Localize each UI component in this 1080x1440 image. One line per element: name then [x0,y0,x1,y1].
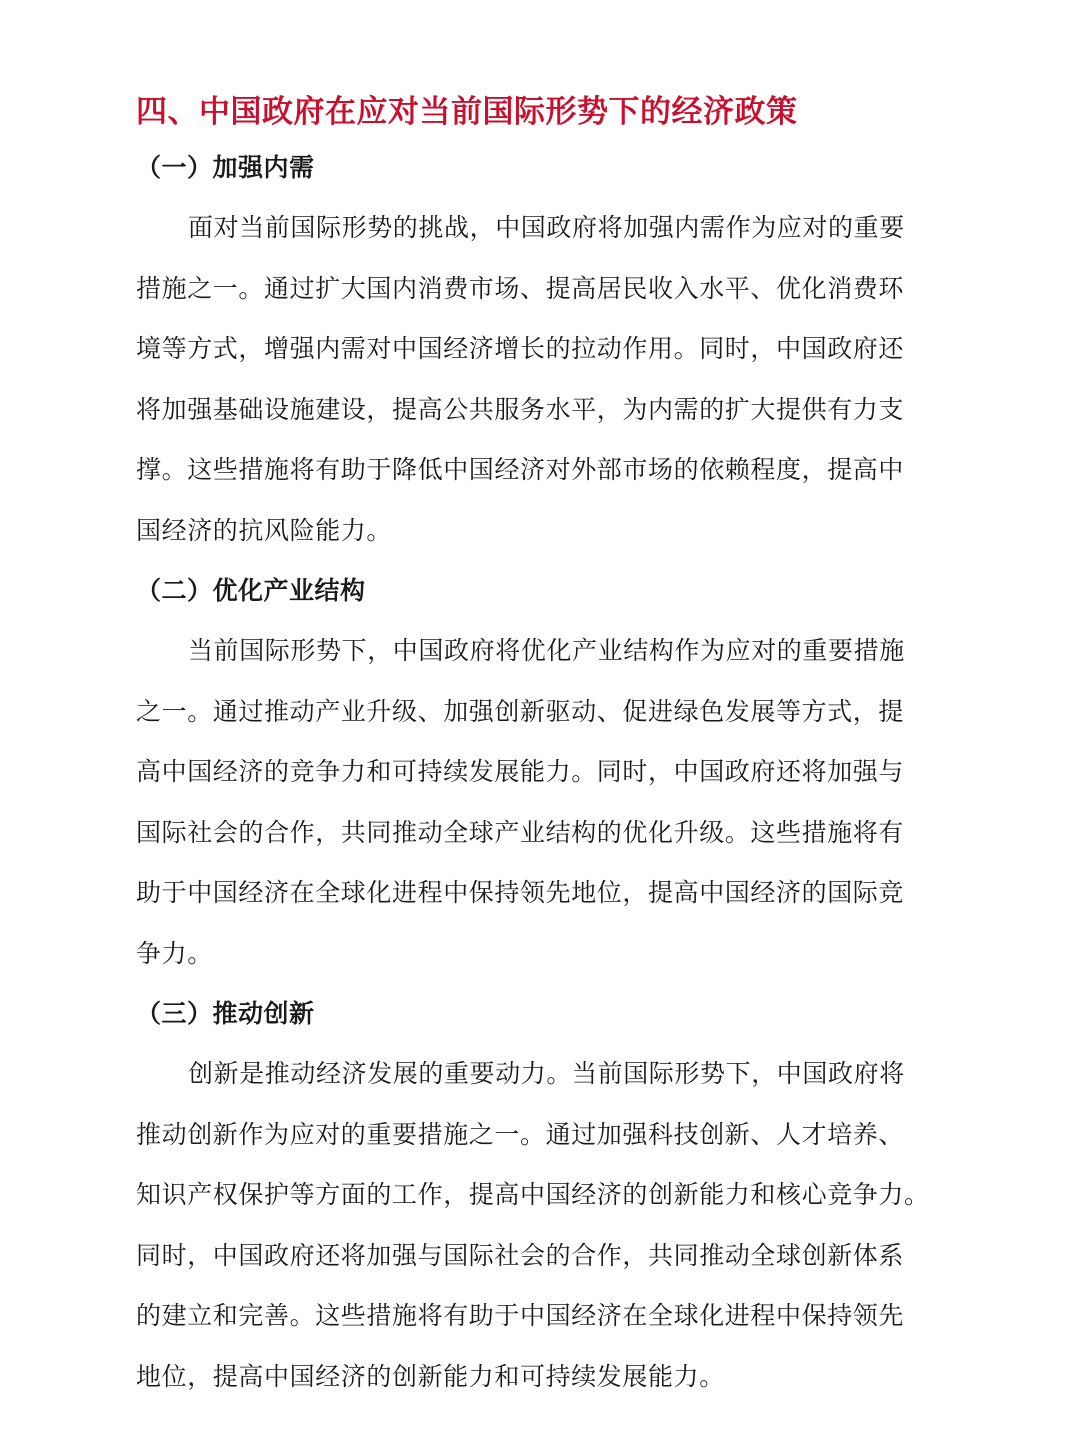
section-paragraph-3 [136,1044,946,1407]
paragraph-line: 国际社会的合作，共同推动全球产业结构的优化升级。这些措施将有 [136,817,905,847]
page-title: 四、中国政府在应对当前国际形势下的经济政策 [136,94,798,130]
paragraph-line: 争力。 [136,938,213,968]
paragraph-line: 之一。通过推动产业升级、加强创新驱动、促进绿色发展等方式，提 [136,696,905,726]
paragraph-line: 措施之一。通过扩大国内消费市场、提高居民收入水平、优化消费环 [136,273,905,303]
section-paragraph-2 [136,621,946,984]
paragraph-line: 面对当前国际形势的挑战，中国政府将加强内需作为应对的重要 [188,213,905,242]
paragraph-line: 境等方式，增强内需对中国经济增长的拉动作用。同时，中国政府还 [136,334,905,363]
paragraph-line: 撑。这些措施将有助于降低中国经济对外部市场的依赖程度，提高中 [136,455,905,484]
paragraph-line: 的建立和完善。这些措施将有助于中国经济在全球化进程中保持领先 [136,1301,905,1330]
paragraph-line: 推动创新作为应对的重要措施之一。通过加强科技创新、人才培养、 [136,1119,905,1149]
paragraph-line: 高中国经济的竞争力和可持续发展能力。同时，中国政府还将加强与 [136,757,905,786]
paragraph-line: 知识产权保护等方面的工作，提高中国经济的创新能力和核心竞争力。 [136,1180,930,1209]
paragraph-line: 将加强基础设施建设，提高公共服务水平，为内需的扩大提供有力支 [136,394,905,424]
paragraph-line: 国经济的抗风险能力。 [136,515,393,545]
paragraph-line: 助于中国经济在全球化进程中保持领先地位，提高中国经济的国际竞 [136,878,905,907]
section-paragraph-1 [136,198,946,561]
paragraph-line: 当前国际形势下，中国政府将优化产业结构作为应对的重要措施 [188,636,905,665]
paragraph-line: 同时，中国政府还将加强与国际社会的合作，共同推动全球创新体系 [136,1240,905,1270]
section-heading-3: （三）推动创新 [136,999,315,1028]
document-content [136,86,946,1407]
paragraph-line: 创新是推动经济发展的重要动力。当前国际形势下，中国政府将 [188,1059,905,1088]
section-heading-2: （二）优化产业结构 [136,576,366,605]
section-heading-1: （一）加强内需 [136,153,315,182]
paragraph-line: 地位，提高中国经济的创新能力和可持续发展能力。 [136,1361,725,1391]
